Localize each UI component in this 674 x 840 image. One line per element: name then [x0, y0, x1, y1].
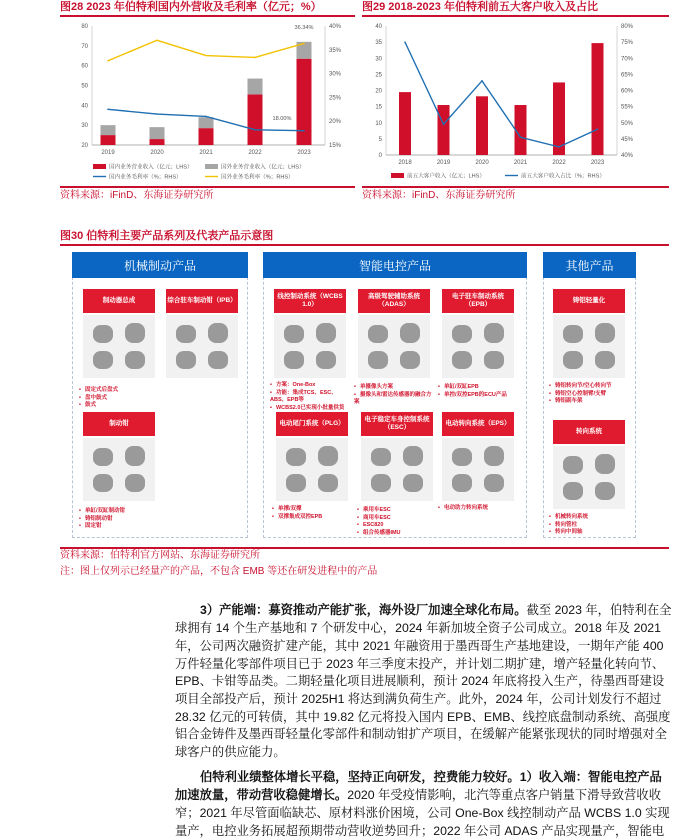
product-header: 电动转向系统（EPS）	[442, 412, 514, 436]
product-bullet: • 铸铝空心控制臂/支臂	[549, 391, 629, 399]
fig28-legend-label: 国内业务营业收入（亿元；LHS）	[109, 164, 193, 171]
product-bullets	[354, 384, 434, 407]
product-image	[358, 315, 430, 378]
product-bullet: • 单控/双控EPB的ECU产品	[438, 392, 518, 400]
body-line	[175, 726, 667, 743]
fig29-ytick: 15	[375, 104, 382, 111]
product-image	[83, 438, 155, 501]
product-bullet: • 固定式后盘式	[79, 387, 159, 395]
fig29-y2tick: 75%	[621, 40, 634, 47]
product-header: 综合驻车制动钳（IPB）	[166, 289, 238, 313]
fig29-line-point	[443, 124, 445, 126]
product-bullet: • 功能：集成TCS、ESC、ABS、EPB等	[270, 390, 350, 405]
product-image	[274, 315, 346, 378]
fig29-ytick: 0	[378, 153, 382, 159]
body-text-run: EPB、卡钳等品类。二期轻量化项目进展顺利，预计 2024 年底将投入生产，待墨西哥建设	[175, 674, 665, 688]
fig29-chart	[0, 0, 674, 190]
fig29-bar	[553, 82, 565, 155]
fig29-y2tick: 80%	[621, 24, 634, 30]
body-text-run: 球客户的供应能力。	[175, 745, 286, 759]
fig30-note: 注：图上仅列示已经量产的产品，不包含 EMB 等还在研发进程中的产品	[60, 566, 378, 577]
fig28-y2tick: 25%	[329, 95, 342, 102]
product-image	[442, 438, 514, 501]
fig28-legend-label: 国内业务毛利率（%；RHS）	[109, 174, 182, 181]
body-line	[175, 673, 665, 690]
fig29-ytick: 10	[375, 120, 382, 127]
fig28-y2tick: 35%	[329, 47, 342, 54]
fig29-ytick: 35	[375, 40, 382, 47]
fig28-y2tick: 30%	[329, 71, 342, 78]
product-bullet: • 机械转向系统	[549, 514, 629, 522]
product-bullets	[549, 383, 629, 406]
product-image	[553, 446, 625, 509]
product-header: 制动钳	[83, 412, 155, 436]
fig29-ytick: 40	[375, 24, 382, 30]
product-bullets	[79, 387, 159, 410]
fig28-ytick: 50	[81, 83, 88, 90]
fig29-source: 资料来源：iFinD、东海证券研究所	[362, 190, 516, 201]
fig29-y2tick: 40%	[621, 153, 634, 159]
fig29-y2tick: 60%	[621, 88, 634, 95]
body-line	[175, 620, 661, 637]
product-bullets	[272, 506, 352, 521]
body-line	[200, 602, 672, 619]
panel-mechanical-header: 机械制动产品	[72, 252, 248, 278]
product-bullets	[549, 514, 629, 537]
fig30-title: 图30 伯特利主要产品系列及代表产品示意图	[60, 230, 274, 242]
product-bullet: • 电动助力转向系统	[438, 505, 518, 513]
fig28-y2tick: 15%	[329, 143, 342, 149]
fig29-xtick: 2020	[475, 160, 489, 166]
product-bullet: • 铸铝转向节/空心转向节	[549, 383, 629, 391]
body-bold: 加速放量，带动营收稳健增长。	[175, 788, 348, 802]
product-image	[553, 315, 625, 378]
fig30-title-rule	[60, 244, 669, 246]
product-header: 线控制动系统（WCBS 1.0）	[274, 289, 346, 313]
product-bullet: • ESC820	[357, 522, 437, 530]
body-text-run: 年，公司两次融资扩建产能，其中 2021 年融资用于墨西哥生产基地建设，一期年产能 400	[175, 639, 664, 653]
fig29-legend-swatch	[391, 173, 404, 178]
fig29-y2tick: 50%	[621, 120, 634, 127]
body-text-run: 截至 2023 年，伯特利在全	[526, 603, 672, 617]
fig29-legend-label: 前五大客户收入（亿元；LHS）	[407, 173, 486, 180]
fig29-xtick: 2018	[398, 160, 412, 166]
body-text-run: 万件轻量化零部件项目已于 2023 年三季度末投产，并计划二期扩建，增产轻量化转向节、	[175, 657, 665, 671]
fig29-bar	[438, 105, 450, 155]
body-bold: 伯特利业绩整体增长平稳，坚持正向研发，控费能力较好。1）收入端：智能电控产品	[200, 770, 662, 784]
fig29-line-series	[405, 42, 598, 147]
fig30-source: 资料来源：伯特利官方网站、东海证券研究所	[60, 550, 260, 561]
fig29-ytick: 25	[375, 72, 382, 79]
product-header: 转向系统	[553, 420, 625, 444]
fig28-xtick: 2020	[150, 150, 164, 156]
fig28-xtick: 2023	[297, 150, 311, 156]
fig28-ytick: 40	[81, 103, 88, 110]
product-header: 制动器总成	[83, 289, 155, 313]
product-bullet: • 铸铝副车架	[549, 398, 629, 406]
product-bullet: • 组合传感器IMU	[357, 530, 437, 538]
product-bullet: • 转向中间轴	[549, 529, 629, 537]
fig28-ytick: 30	[81, 123, 88, 130]
fig29-y2tick: 45%	[621, 136, 634, 143]
product-bullets	[438, 384, 518, 399]
product-bullet: • 铸铝制动钳	[79, 516, 159, 524]
product-image	[276, 438, 348, 501]
fig29-source-rule	[362, 186, 669, 188]
product-image	[361, 438, 433, 501]
product-bullet: • 摄像头和雷达传感器的融合方案	[354, 392, 434, 407]
body-line	[175, 656, 665, 673]
product-bullet: • 乘用车ESC	[357, 507, 437, 515]
product-bullet: • 单摄像头方案	[354, 384, 434, 392]
fig29-bar	[399, 92, 411, 155]
fig28-title: 图28 2023 年伯特利国内外营收及毛利率（亿元；%）	[60, 1, 322, 13]
product-bullets	[438, 505, 518, 513]
product-bullet: • 单撑/双撑	[272, 506, 352, 514]
fig29-legend-label: 前五大客户收入占比（%；RHS）	[521, 173, 605, 180]
fig28-xtick: 2021	[199, 150, 213, 156]
fig29-ytick: 5	[378, 136, 382, 143]
product-image	[166, 315, 238, 378]
fig28-ytick: 20	[81, 143, 88, 149]
panel-other-header: 其他产品	[543, 252, 636, 278]
product-header: 电动尾门系统（PLG）	[276, 412, 348, 436]
product-bullet: • 单缸/双缸EPB	[438, 384, 518, 392]
fig29-title: 图29 2018-2023 年伯特利前五大客户收入及占比	[362, 1, 598, 13]
body-text-run: 量产，电控业务拓展超预期带动营收逆势回升；2022 年公司 ADAS 产品实现量产，智能电	[175, 824, 665, 838]
product-bullet: • WCBS2.0已实现小批量供货	[270, 405, 350, 413]
fig29-xtick: 2022	[552, 160, 566, 166]
body-text-run: 窄；2021 年尽管面临缺芯、原材料涨价困境，公司 One-Box 线控制动产品 WCBS 1.0 实现	[175, 806, 670, 820]
fig29-line-point	[404, 41, 406, 43]
body-text-run: 28.32 亿元的可转债，其中 19.82 亿元将投入国内 EPB、EMB、线控底盘制动系统、高强度	[175, 710, 671, 724]
body-line	[175, 691, 661, 708]
fig28-annotation: 18.00%	[272, 116, 292, 122]
fig28-y2tick: 40%	[329, 24, 342, 30]
fig30-source-rule	[60, 547, 669, 549]
body-text-run: 铝合金铸件及墨西哥轻量化零部件和制动钳扩产项目，在缓解产能紧张现状的同时增强对全	[175, 727, 667, 741]
fig29-xtick: 2019	[436, 160, 451, 166]
fig28-source: 资料来源：iFinD、东海证券研究所	[60, 190, 214, 201]
fig29-bar	[592, 43, 604, 155]
product-header: 铸铝轻量化	[553, 289, 625, 313]
fig29-ytick: 20	[375, 88, 382, 95]
fig28-xtick: 2019	[101, 150, 115, 156]
fig28-ytick: 70	[81, 43, 88, 50]
fig29-bar	[476, 96, 488, 155]
body-text-run: 2020 年受疫情影响，北汽等重点客户销量下滑导致营收收	[347, 788, 661, 802]
fig29-line-point	[597, 128, 599, 130]
body-line	[175, 744, 661, 761]
product-bullet: • 转向管柱	[549, 522, 629, 530]
body-text-run: 球拥有 14 个生产基地和 7 个研发中心，2024 年新加坡全资子公司成立。2018 年及 2021	[175, 621, 661, 635]
product-bullet: • 单缸/双缸制动钳	[79, 508, 159, 516]
fig29-y2tick: 65%	[621, 72, 634, 79]
body-line	[175, 709, 671, 726]
product-bullet: • 固定钳	[79, 523, 159, 531]
fig28-y2tick: 20%	[329, 119, 342, 126]
fig29-y2tick: 70%	[621, 56, 634, 63]
fig29-xtick: 2023	[590, 160, 605, 166]
product-header: 高级驾驶辅助系统（ADAS）	[358, 289, 430, 313]
fig28-ytick: 60	[81, 63, 88, 70]
product-bullets	[357, 507, 437, 537]
product-bullet: • 商用车ESC	[357, 515, 437, 523]
product-header: 电子稳定车身控制系统（ESC）	[361, 412, 433, 436]
fig29-line-point	[481, 80, 483, 82]
product-image	[442, 315, 514, 378]
fig28-ytick: 80	[81, 24, 88, 30]
fig29-line-point	[558, 146, 560, 148]
body-line	[200, 769, 661, 786]
product-bullet: • 鼓式	[79, 402, 159, 410]
body-line	[175, 787, 661, 804]
fig28-xtick: 2022	[248, 150, 262, 156]
product-bullet: • 盘中鼓式	[79, 395, 159, 403]
product-bullets	[270, 382, 350, 412]
product-bullets	[79, 508, 159, 531]
fig29-y2tick: 55%	[621, 104, 634, 111]
body-line	[175, 805, 670, 822]
fig29-line-point	[520, 136, 522, 138]
product-header: 电子驻车制动系统（EPB）	[442, 289, 514, 313]
product-bullet: • 双撑集成双控EPB	[272, 514, 352, 522]
fig28-annotation: 36.34%	[294, 25, 314, 31]
body-text-run: 项目全部投产后，预计 2025H1 将达到满负荷生产。此外，2024 年，公司计划发行不超过	[175, 692, 662, 706]
body-bold: 3）产能端：募资推动产能扩张，海外设厂加速全球化布局。	[200, 603, 527, 617]
panel-smart-header: 智能电控产品	[263, 252, 527, 278]
product-image	[83, 315, 155, 378]
body-line	[175, 638, 664, 655]
fig28-legend-label: 国外业务毛利率（%；RHS）	[221, 174, 294, 181]
fig29-ytick: 30	[375, 56, 382, 63]
fig28-legend-label: 国外业务营业收入（亿元；LHS）	[221, 164, 305, 171]
fig29-xtick: 2021	[513, 160, 528, 166]
product-bullet: • 方案：One-Box	[270, 382, 350, 390]
